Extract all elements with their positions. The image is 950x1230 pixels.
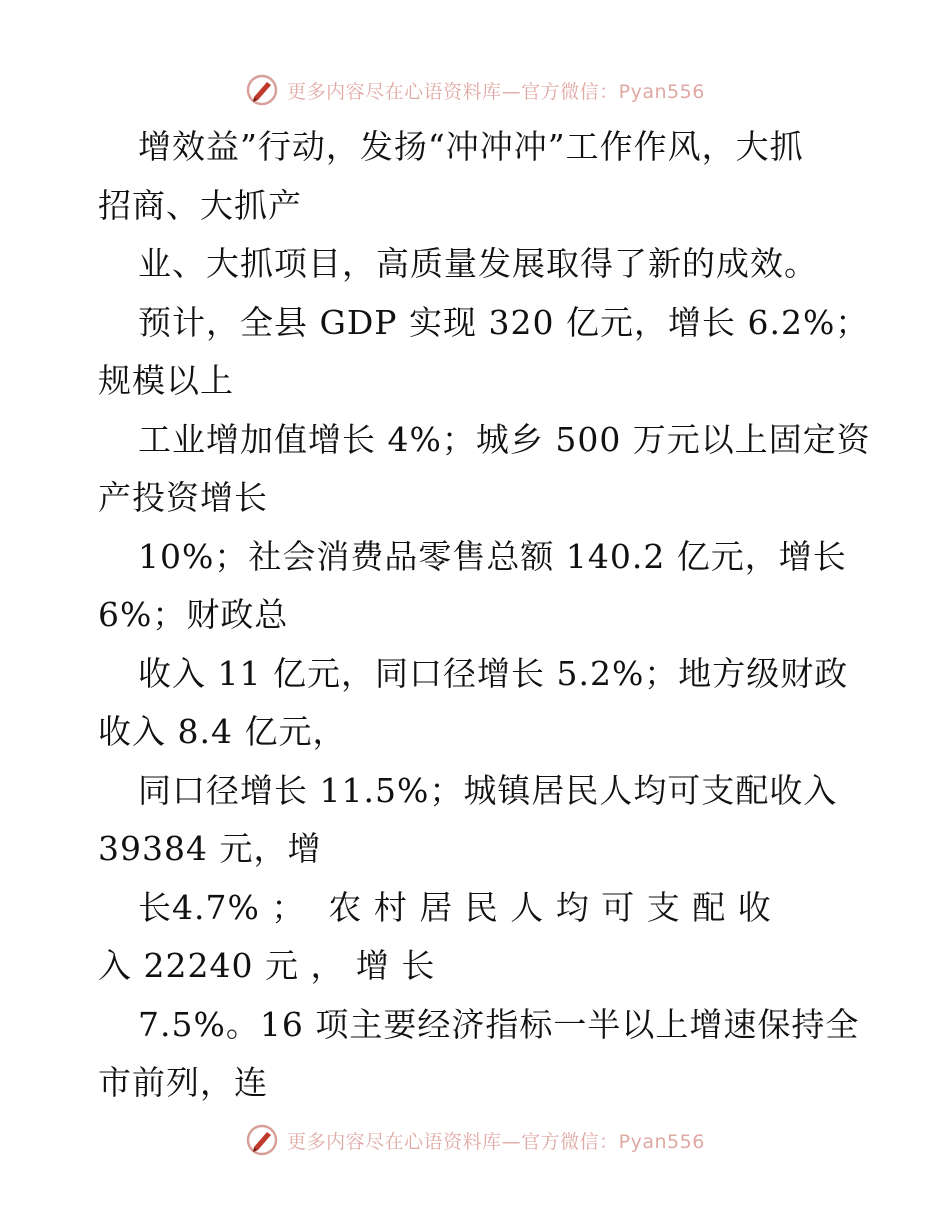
pen-logo-icon bbox=[245, 1123, 279, 1157]
text-line: 7.5%。16 项主要经济指标一半以上增速保持全 bbox=[138, 1004, 860, 1044]
text-line: 业、大抓项目，高质量发展取得了新的成效。 bbox=[138, 244, 818, 283]
text-line: 10%；社会消费品零售总额 140.2 亿元，增长 bbox=[138, 536, 847, 576]
watermark-header bbox=[0, 70, 950, 110]
text-line: 入 22240 元 ， 增 长 bbox=[98, 946, 436, 985]
text-line: 收入 8.4 亿元， bbox=[98, 712, 347, 751]
text-line: 招商、大抓产 bbox=[98, 185, 302, 225]
text-line: 收入 11 亿元，同口径增长 5.2%；地方级财政 bbox=[138, 653, 849, 693]
text-line: 规模以上 bbox=[98, 361, 234, 400]
text-line: 市前列，连 bbox=[98, 1063, 268, 1102]
watermark-text: 更多内容尽在心语资料库—官方微信：Pyan556 bbox=[287, 1130, 705, 1153]
text-line: 增效益”行动，发扬“冲冲冲”工作作风，大抓 bbox=[138, 127, 804, 166]
document-body bbox=[98, 118, 878, 1113]
watermark-footer bbox=[0, 1120, 950, 1160]
text-line: 39384 元，增 bbox=[98, 829, 322, 868]
text-line: 产投资增长 bbox=[98, 478, 268, 517]
pen-logo-icon bbox=[245, 73, 279, 107]
watermark-text: 更多内容尽在心语资料库—官方微信：Pyan556 bbox=[287, 80, 705, 103]
text-line: 预计，全县 GDP 实现 320 亿元，增长 6.2%； bbox=[138, 302, 870, 342]
text-line: 工业增加值增长 4%；城乡 500 万元以上固定资 bbox=[138, 419, 871, 459]
text-line: 长4.7% ； 农 村 居 民 人 均 可 支 配 收 bbox=[138, 887, 772, 927]
text-line: 同口径增长 11.5%；城镇居民人均可支配收入 bbox=[138, 770, 838, 810]
text-line: 6%；财政总 bbox=[98, 595, 289, 634]
